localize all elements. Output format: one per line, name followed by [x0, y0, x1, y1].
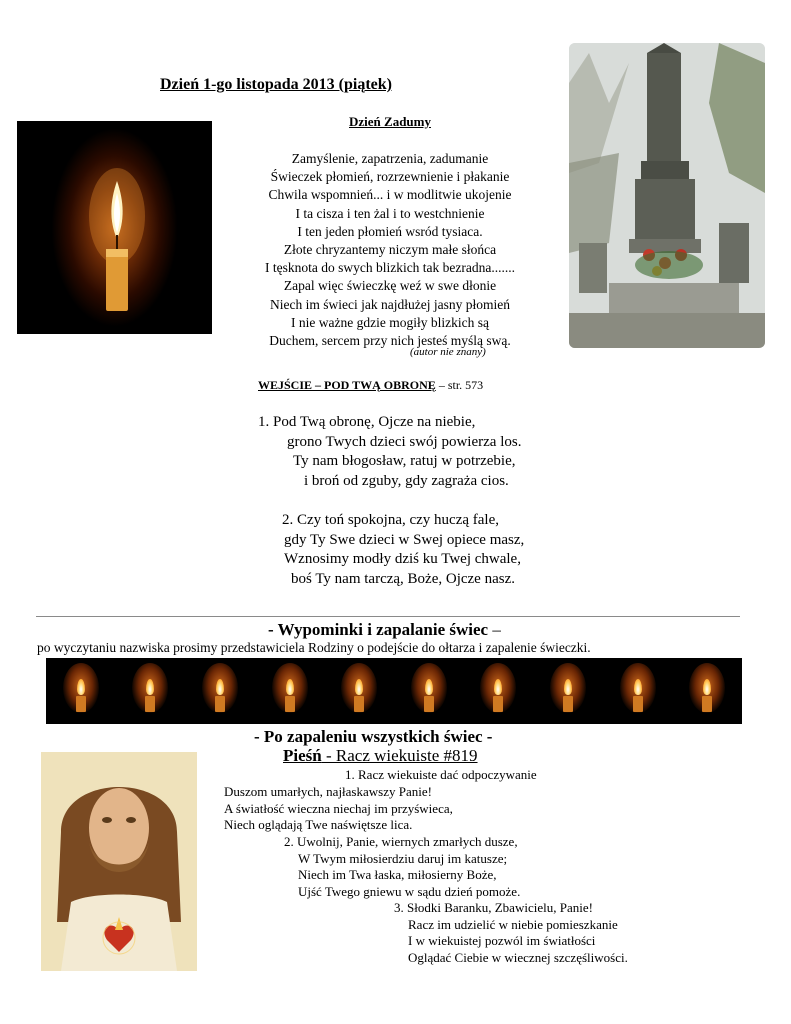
song-line: Ujść Twego gniewu w sądu dzień pomoże.	[298, 884, 521, 900]
poem-line: I ten jeden płomień wsród tysiaca.	[297, 223, 483, 239]
wypominki-title-dash: –	[488, 620, 501, 639]
song-line: Niech im Twa łaska, miłosierny Boże,	[298, 867, 497, 883]
hymn-line: boś Ty nam tarczą, Boże, Ojcze nasz.	[291, 570, 515, 587]
hymn-line: i broń od zguby, gdy zagraża cios.	[304, 472, 509, 489]
song-line: 2. Uwolnij, Panie, wiernych zmarłych dusze,	[284, 834, 518, 849]
candle-icon	[339, 661, 379, 721]
wypominki-title	[268, 620, 501, 640]
candle-icon	[61, 661, 101, 721]
song-verse-1-first: 1. Racz wiekuiste dać odpoczywanie	[345, 767, 537, 782]
entry-hymn-page: – str. 573	[435, 378, 484, 392]
poem-line: Złote chryzantemy niczym małe słońca	[283, 242, 497, 258]
song-name: - Racz wiekuiste #819	[321, 746, 478, 765]
song-line: I w wiekuistej pozwól im światłości	[408, 933, 596, 949]
song-verse-3	[394, 900, 628, 967]
section-subtitle: Dzień Zadumy	[349, 114, 431, 129]
hymn-line: gdy Ty Swe dzieci w Swej opiece masz,	[284, 531, 525, 548]
cemetery-illustration	[569, 43, 765, 348]
hymn-line: Wznosimy modły dziś ku Twej chwale,	[284, 551, 521, 567]
page-title: Dzień 1-go listopada 2013 (piątek)	[160, 76, 392, 93]
candle-icon	[478, 661, 518, 721]
hymn-line: 1. Pod Twą obronę, Ojcze na niebie,	[258, 414, 476, 430]
song-verse-1-rest	[224, 784, 453, 834]
candles-strip	[46, 658, 742, 724]
candle-icon	[200, 661, 240, 721]
hymn-verse-1	[258, 413, 521, 491]
poem-line: I tęsknota do swych blizkich tak bezradna.......	[264, 260, 516, 276]
candle-icon	[130, 661, 170, 721]
after-lighting-heading: - Po zapaleniu wszystkich świec -	[254, 727, 493, 746]
song-heading	[283, 746, 478, 766]
divider	[36, 616, 740, 617]
entry-hymn-title: WEJŚCIE – POD TWĄ OBRONĘ	[258, 378, 436, 392]
song-verse-2	[284, 834, 520, 901]
hymn-line: grono Twych dzieci swój powierza los.	[287, 433, 522, 450]
song-line: 3. Słodki Baranku, Zbawicielu, Panie!	[394, 900, 593, 915]
song-line: A światłość wieczna niechaj im przyświeca,	[224, 800, 453, 816]
poem-line: I ta cisza i ten żal i to westchnienie	[295, 205, 485, 221]
candle-photo	[17, 121, 212, 334]
hymn-line: 2. Czy toń spokojna, czy huczą fale,	[282, 512, 500, 528]
poem-author: (autor nie znany)	[410, 346, 486, 358]
poem-line: Zamyślenie, zapatrzenia, zadumanie	[291, 151, 489, 166]
candle-icon	[687, 661, 727, 721]
song-label: Pieśń	[283, 746, 322, 765]
candle-icon	[618, 661, 658, 721]
song-line: W Twym miłosierdziu daruj im katusze;	[298, 850, 508, 866]
hymn-verse-2	[282, 511, 524, 589]
poem-line: Niech im świeci jak najdłużej jasny płomień	[270, 296, 510, 312]
poem-line: Świeczek płomień, rozrzewnienie i płakanie	[270, 169, 510, 185]
song-line: Oglądać Ciebie w wiecznej szczęśliwości.	[408, 950, 628, 966]
poem-line: Duchem, sercem przy nich jesteś myślą swą.	[269, 333, 511, 349]
poem-line: Chwila wspomnień... i w modlitwie ukojenie	[268, 187, 512, 203]
song-line: Racz im udzielić w niebie pomieszkanie	[408, 916, 618, 932]
candle-icon	[548, 661, 588, 721]
cemetery-photo	[569, 43, 765, 348]
candle-icon	[409, 661, 449, 721]
wypominki-subtitle: po wyczytaniu nazwiska prosimy przedstawiciela Rodziny o podejście do ołtarza i zapalenie świeczki.	[37, 640, 591, 655]
hymn-line: Ty nam błogosław, ratuj w potrzebie,	[293, 453, 516, 469]
sacred-heart-illustration	[41, 752, 197, 971]
candle-icon	[270, 661, 310, 721]
song-line: Niech oglądają Twe naświętsze lica.	[224, 817, 413, 833]
candle-illustration	[17, 121, 212, 334]
poem	[220, 150, 560, 350]
entry-hymn-heading	[258, 378, 483, 393]
poem-line: I nie ważne gdzie mogiły blizkich są	[291, 314, 489, 330]
sacred-heart-image	[41, 752, 197, 971]
song-line: Duszom umarłych, najłaskawszy Panie!	[224, 784, 432, 799]
poem-line: Zapal więc świeczkę weź w swe dłonie	[283, 278, 497, 294]
wypominki-title-text: - Wypominki i zapalanie świec	[268, 620, 489, 639]
